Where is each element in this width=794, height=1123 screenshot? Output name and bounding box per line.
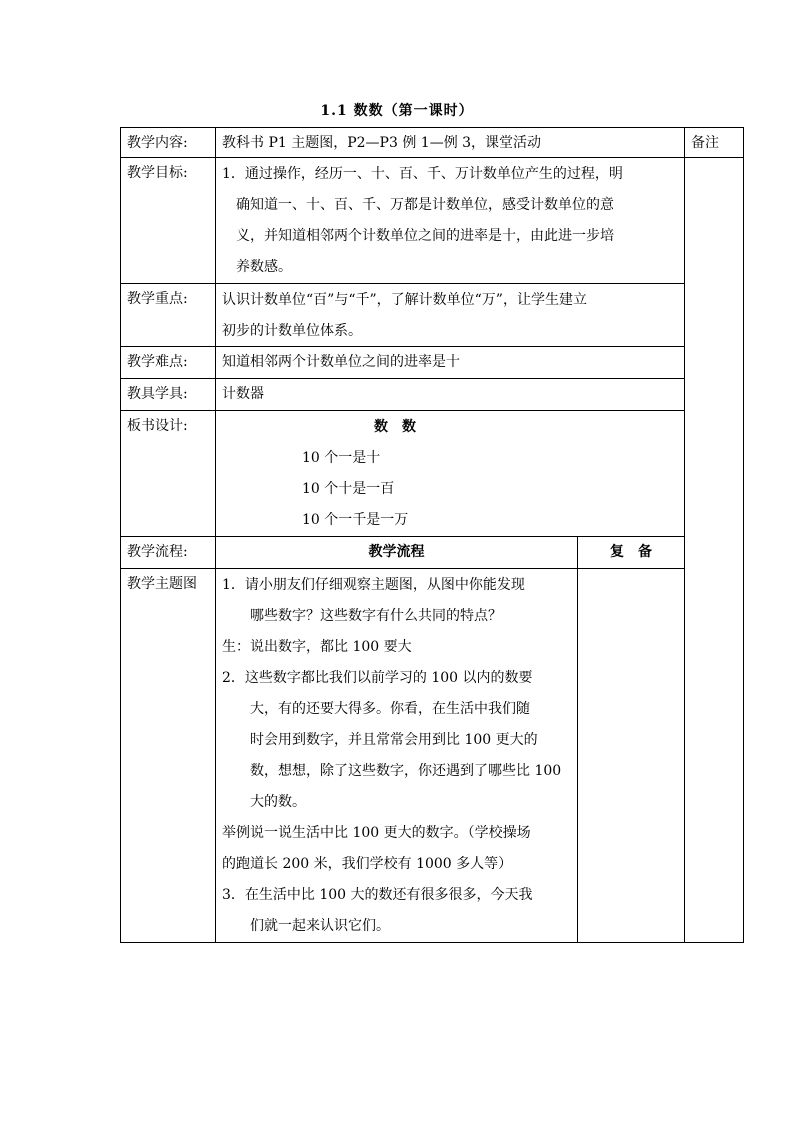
board-line: 10 个一千是一万 <box>302 512 409 528</box>
goal-line: 确知道一、十、百、千、万都是计数单位，感受计数单位的意 <box>236 197 614 213</box>
theme-line: 哪些数字？这些数字有什么共同的特点？ <box>222 608 502 624</box>
board-line: 10 个十是一百 <box>302 481 395 497</box>
theme-cell <box>215 568 578 943</box>
board-line: 10 个一是十 <box>302 450 381 466</box>
note-header: 备注 <box>684 127 744 158</box>
review-header: 复 备 <box>577 536 685 569</box>
tools-text: 计数器 <box>215 378 685 411</box>
theme-line: 的跑道长 200 米，我们学校有 1000 多人等） <box>222 856 513 872</box>
difficulty-label: 教学难点: <box>120 346 216 379</box>
goal-line: 养数感。 <box>236 259 292 275</box>
theme-label: 教学主题图 <box>120 568 216 943</box>
theme-line: 数，想想，除了这些数字，你还遇到了哪些比 100 <box>222 763 562 779</box>
goal-cell <box>215 157 685 284</box>
flow-label: 教学流程: <box>120 536 216 569</box>
content-text: 教科书 P1 主题图，P2—P3 例 1—例 3，课堂活动 <box>215 127 685 158</box>
content-label: 教学内容: <box>120 127 216 158</box>
theme-line: 大的数。 <box>222 794 306 810</box>
notes-column <box>684 157 744 943</box>
key-line: 认识计数单位“百”与“千”，了解计数单位“万”，让学生建立 <box>222 292 587 308</box>
difficulty-text: 知道相邻两个计数单位之间的进率是十 <box>215 346 685 379</box>
theme-line: 生：说出数字，都比 100 要大 <box>222 639 412 655</box>
flow-header: 教学流程 <box>215 536 578 569</box>
review-cell <box>577 568 685 943</box>
theme-line: 3．在生活中比 100 大的数还有很多很多，今天我 <box>222 887 533 903</box>
board-heading: 数 数 <box>374 419 416 435</box>
board-label: 板书设计: <box>120 410 216 537</box>
goal-line: 1．通过操作，经历一、十、百、千、万计数单位产生的过程，明 <box>222 166 623 182</box>
goal-label: 教学目标: <box>120 157 216 284</box>
lesson-plan-table <box>120 127 744 943</box>
goal-line: 义，并知道相邻两个计数单位之间的进率是十，由此进一步培 <box>236 228 614 244</box>
key-label: 教学重点: <box>120 283 216 347</box>
board-cell <box>215 410 685 537</box>
tools-label: 教具学具: <box>120 378 216 411</box>
page-title: 1.1 数数（第一课时） <box>320 103 474 119</box>
theme-line: 大，有的还要大得多。你看，在生活中我们随 <box>222 701 530 717</box>
key-line: 初步的计数单位体系。 <box>222 323 362 339</box>
key-cell <box>215 283 685 347</box>
theme-line: 1．请小朋友们仔细观察主题图，从图中你能发现 <box>222 577 525 593</box>
theme-line: 时会用到数字，并且常常会用到比 100 更大的 <box>222 732 538 748</box>
theme-line: 们就一起来认识它们。 <box>222 918 390 934</box>
theme-line: 举例说一说生活中比 100 更大的数字。（学校操场 <box>222 825 531 841</box>
theme-line: 2．这些数字都比我们以前学习的 100 以内的数要 <box>222 670 533 686</box>
